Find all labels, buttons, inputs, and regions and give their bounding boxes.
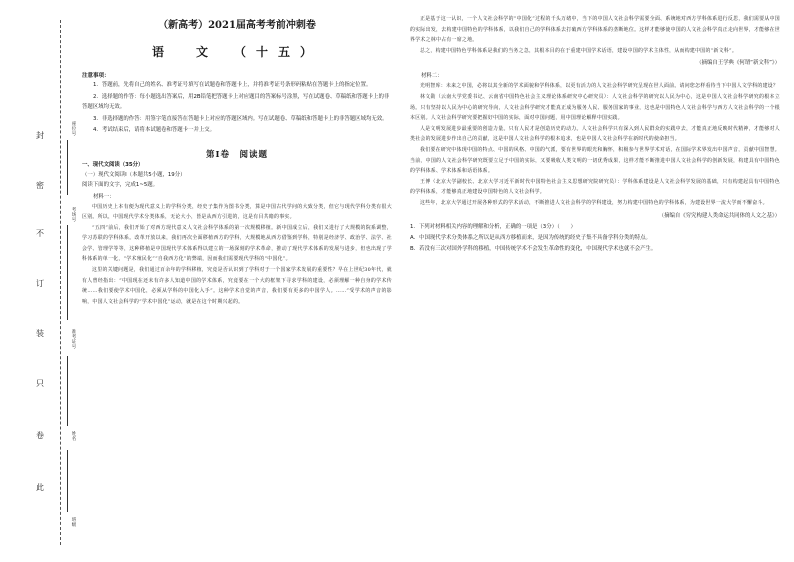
- binding-char: 只: [36, 379, 44, 388]
- class-label: 班级: [71, 518, 77, 528]
- material-paragraph: 中国历史上本有便为现代意义上的学科分类，经史子集作为图书分类，算是中国古代学问的大致分类，但它与现代学科分类有很大区别。所以，中国现代学术分类体系，无论大小，皆是从西方引进的，这是有目共睹的事实。: [82, 203, 392, 221]
- subject-title: 语 文 （十五）: [151, 45, 322, 59]
- seat-number-line: [67, 140, 68, 195]
- material-paragraph: “五四”前后，我们开始了对西方现代意义人文社会科学体系的第一次规模移植。新中国成立后，我们又进行了大规模的院系调整，学习苏联的学科体系。改革开放以来，我们再次全面移植西方的学科，大规模地从西方借鉴到学科，特别是经济学、政治学、法学、社会学、管理学等等，这种移植是中国现代学术体系得以建立的一场深刻的学术革命，推动了现代学术体系的发展与进步，但也出现了学科体系的单一化，“学术殖民化”“自我西方化”的弊端，因而我们需要现代学科的“中国化”。: [82, 224, 392, 263]
- material-paragraph: 王博（北京大学副校长、北京大学习近平新时代中国特色社会主义思想研究院研究员）：学科体系建设是人文社会科学发展的基础，只有构建起具有中国特色的学科体系，才能够真正地建设中国特色的人文社会科学。: [410, 178, 780, 196]
- exam-title: （新高考）2021届高考考前冲刺卷: [158, 20, 316, 31]
- notice-item: 3．非选择题的作答：用签字笔直接答在答题卡上对应的答题区域内。写在试题卷、草稿纸和答题卡上的非答题区域均无效。: [93, 115, 388, 122]
- admission-number-label: 准考证号: [71, 330, 77, 350]
- material-paragraph: 正是基于这一认识，一个人文社会科学的“中国化”过程的千头万绪中，当下的中国人文社会科学需要全面、系统地对西方学科体系进行反思，我们需要从中国的实际出发，去构建中国特色的学科体系，以我们自己的学科体系去打破西方学科体系的垄断地位。这样才能够使中国的人文社会科学真正走向世界，才能够在世界学术之林中占有一席之地。: [410, 16, 780, 44]
- name-line: [67, 450, 68, 512]
- binding-char: 不: [36, 229, 44, 238]
- seat-number-label: 座位号: [71, 122, 77, 137]
- section-heading: 一、现代文阅读（35分）: [82, 161, 144, 168]
- material-paragraph: 人是文明发展进步最重要的创造力量。只有人民才是创造历史的动力。人文社会科学只有深入到人民群众的实践中去，才能真正地反映时代精神，才能够对人类社会的发展进步作出自己的贡献，这是中国人文社会科学的根本追求，也是中国人文社会科学在新时代的使命担当。: [410, 125, 780, 143]
- notice-title: 注意事项：: [82, 73, 110, 79]
- binding-char: 卷: [36, 431, 44, 440]
- material-label: 材料一：: [93, 193, 115, 200]
- answer-option-a: A．中国现代学术分类体系之所以是从西方移植而来，是因为传统的经史子集不具备学科分类的特点。: [410, 234, 651, 241]
- source-citation: （摘编自《穷究构建人类命运共同体的人文之基》）: [658, 212, 780, 219]
- notice-item: 2．选择题的作答：每小题选出答案后，用2B铅笔把答题卡上对应题目的答案标号涂黑，写在试题卷、草稿纸和答题卡上的非答题区域均无效。: [82, 93, 390, 110]
- part-title: 第Ⅰ卷 阅读题: [206, 149, 268, 160]
- source-citation: （摘编自王学典《何谓“新文科”》）: [696, 60, 780, 67]
- question-stem: 1．下列对材料相关内容的理解和分析，正确的一项是（3分）（ ）: [410, 223, 576, 230]
- binding-char: 封: [36, 131, 44, 140]
- notice-item: 4．考试结束后，请将本试题卷和答题卡一并上交。: [93, 127, 216, 133]
- left-column: [82, 14, 392, 307]
- admission-number-line: [67, 356, 68, 426]
- exam-room-line: [67, 225, 68, 320]
- binding-dashed-line: [60, 20, 61, 545]
- exam-room-label: 考场号: [71, 208, 77, 223]
- material-paragraph: 总之，构建中国特色学科体系是我们的当务之急，其根本目的在于重建中国学术话语，建设中国的学术主体性，从而构建中国的“新文科”。: [420, 47, 738, 54]
- name-label: 姓名: [71, 432, 77, 442]
- right-column: [410, 14, 780, 255]
- material-paragraph: 这里的关键问题是，我们通过百余年的学科移植，究竟是否认识到了学科对于一个国家学术发展的重要性？早在上世纪30年代，就有人曾经指出：“中国现在还未有许多人知道中国的学术体系，究竟要在一个大的框架下寻求学科的建设，必须理解一种自身的学术传统……我们要使学术中国化，必须从学科的中国化入手”。这种学术自觉的声音，我们要有更多的中国学人。……”受学术的声音的影响，中国人文社会科学的“学术中国化”运动，就是在这个时期兴起的。: [82, 267, 392, 305]
- material-label: 材料二：: [421, 73, 443, 80]
- reading-instruction: 阅读下面的文字，完成1~5题。: [82, 181, 159, 188]
- binding-char: 密: [36, 181, 44, 190]
- binding-margin: [0, 0, 80, 562]
- binding-char: 装: [36, 329, 44, 338]
- material-paragraph: 这些年，北京大学通过开展各种形式的学术活动，不断推进人文社会科学的学科建设，努力构建中国特色的学科体系，为建设世界一流大学而不懈奋斗。: [420, 199, 768, 206]
- subsection-heading: （一）现代文阅读Ⅰ（本题共5小题，19分）: [82, 171, 186, 178]
- material-paragraph: 我们要在研究中体现中国的特点、中国的风格、中国的气派，要有世界的眼光和胸怀，积极参与世界学术对话，在国际学术界发出中国声音，贡献中国智慧。当前，中国的人文社会科学研究既要立足于中国的实际，又要吸收人类文明的一切优秀成果，这样才能不断推进中国人文社会科学的创新发展，构建具有中国特色的学科体系、学术体系和话语体系。: [410, 146, 780, 175]
- binding-char: 订: [36, 279, 44, 288]
- binding-char: 此: [36, 483, 44, 492]
- material-paragraph: 光明智库：未来之中国，必将以其全新的学术面貌和学科体系，以更有活力的人文社会科学研究呈现在世人面前。请问您怎样看待当下中国人文学科的建设？: [420, 83, 779, 90]
- material-paragraph: 林文勋（云南大学党委书记、云南省中国特色社会主义理论体系研究中心研究员）：人文社会科学的研究以人民为中心，这是中国人文社会科学研究的根本立场。只有坚持以人民为中心的研究导向，人文社会科学研究才能真正成为服务人民、服务国家的事业，这也是中国特色人文社会科学与西方人文社会科学的一个根本区别。人文社会科学研究要把握好中国的实际，面对中国问题，用中国理论解释中国实践。: [410, 93, 780, 122]
- notice-item: 1．答题前，先将自己的姓名、准考证号填写在试题卷和答题卡上，并将准考证号条形码粘贴在答题卡上的指定位置。: [93, 82, 372, 88]
- answer-option-b: B．若没有三次对国外学科的移植，中国传统学术不会发生革命性的变化，中国现代学术也就不会产生。: [410, 245, 657, 252]
